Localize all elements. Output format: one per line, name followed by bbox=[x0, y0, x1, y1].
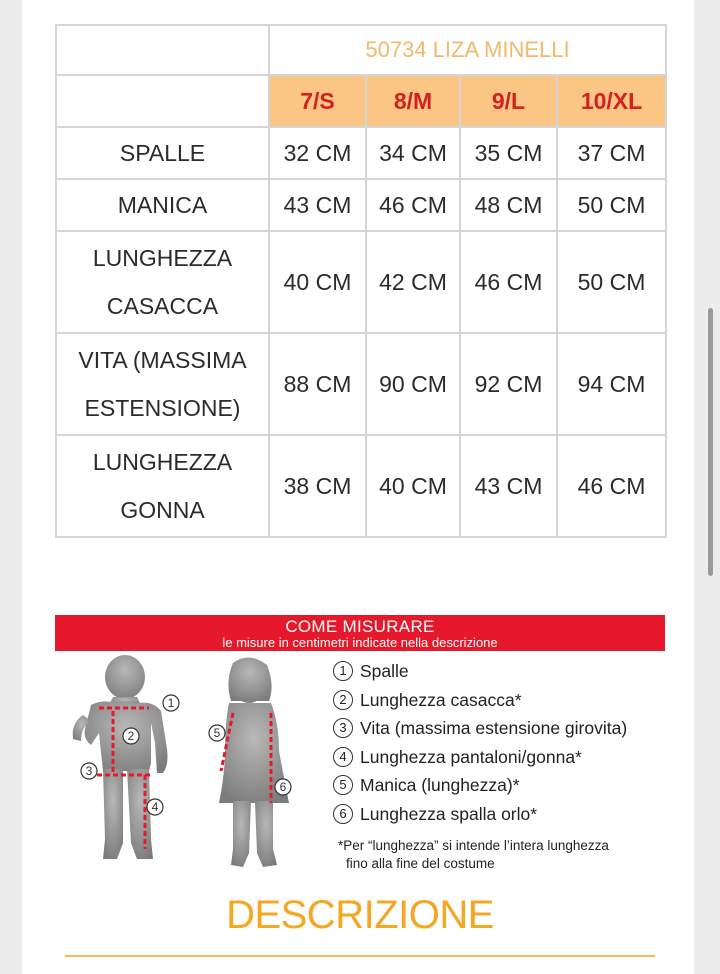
table-cell: 92 CM bbox=[460, 333, 557, 435]
svg-text:2: 2 bbox=[127, 729, 135, 743]
measure-title: COME MISURARE bbox=[285, 617, 435, 636]
legend-item: 2 Lunghezza casacca* bbox=[333, 690, 673, 719]
table-row bbox=[56, 231, 666, 333]
number-badge: 4 bbox=[333, 747, 353, 767]
svg-text:1: 1 bbox=[167, 696, 175, 710]
table-cell: 46 CM bbox=[557, 435, 666, 537]
measure-subtitle: le misure in centimetri indicate nella descrizione bbox=[222, 635, 498, 650]
number-badge: 6 bbox=[333, 804, 353, 824]
svg-text:6: 6 bbox=[279, 780, 287, 794]
measure-banner bbox=[55, 615, 665, 651]
number-badge: 1 bbox=[333, 661, 353, 681]
table-corner-cell bbox=[56, 25, 269, 75]
table-cell: 40 CM bbox=[366, 435, 460, 537]
table-cell: 90 CM bbox=[366, 333, 460, 435]
length-note: *Per “lunghezza” si intende l’intera lunghezza fino alla fine del costume bbox=[338, 838, 609, 871]
row-label: LUNGHEZZA GONNA bbox=[56, 435, 269, 537]
legend-item: 6 Lunghezza spalla orlo* bbox=[333, 804, 673, 833]
table-row bbox=[56, 435, 666, 537]
svg-text:3: 3 bbox=[85, 764, 93, 778]
row-label: SPALLE bbox=[56, 127, 269, 179]
svg-text:5: 5 bbox=[213, 726, 221, 740]
table-corner-cell bbox=[56, 75, 269, 127]
table-cell: 50 CM bbox=[557, 179, 666, 231]
size-header: 10/XL bbox=[557, 75, 666, 127]
number-badge: 2 bbox=[333, 690, 353, 710]
number-badge: 5 bbox=[333, 775, 353, 795]
row-label: MANICA bbox=[56, 179, 269, 231]
how-to-measure bbox=[55, 615, 665, 890]
table-cell: 48 CM bbox=[460, 179, 557, 231]
table-row bbox=[56, 333, 666, 435]
table-cell: 40 CM bbox=[269, 231, 366, 333]
legend-item: 3 Vita (massima estensione girovita) bbox=[333, 718, 673, 747]
table-cell: 32 CM bbox=[269, 127, 366, 179]
table-cell: 46 CM bbox=[366, 179, 460, 231]
divider bbox=[65, 955, 655, 957]
table-cell: 34 CM bbox=[366, 127, 460, 179]
table-cell: 88 CM bbox=[269, 333, 366, 435]
row-label: VITA (MASSIMA ESTENSIONE) bbox=[56, 333, 269, 435]
legend-item: 4 Lunghezza pantaloni/gonna* bbox=[333, 747, 673, 776]
table-cell: 35 CM bbox=[460, 127, 557, 179]
table-cell: 94 CM bbox=[557, 333, 666, 435]
table-cell: 37 CM bbox=[557, 127, 666, 179]
girl-figure bbox=[219, 657, 289, 867]
table-row bbox=[56, 127, 666, 179]
measuring-figures bbox=[63, 653, 343, 893]
table-cell: 43 CM bbox=[460, 435, 557, 537]
row-label: LUNGHEZZA CASACCA bbox=[56, 231, 269, 333]
table-cell: 43 CM bbox=[269, 179, 366, 231]
legend-item: 1 Spalle bbox=[333, 661, 673, 690]
svg-text:4: 4 bbox=[151, 800, 159, 814]
measure-legend bbox=[333, 661, 673, 832]
legend-item: 5 Manica (lunghezza)* bbox=[333, 775, 673, 804]
scrollbar[interactable] bbox=[708, 308, 713, 576]
size-header: 8/M bbox=[366, 75, 460, 127]
boy-figure bbox=[73, 655, 168, 859]
table-cell: 38 CM bbox=[269, 435, 366, 537]
table-cell: 46 CM bbox=[460, 231, 557, 333]
size-header: 9/L bbox=[460, 75, 557, 127]
table-row bbox=[56, 179, 666, 231]
size-header: 7/S bbox=[269, 75, 366, 127]
size-chart-table bbox=[55, 24, 667, 538]
number-badge: 3 bbox=[333, 718, 353, 738]
table-cell: 42 CM bbox=[366, 231, 460, 333]
table-cell: 50 CM bbox=[557, 231, 666, 333]
description-heading: DESCRIZIONE bbox=[226, 893, 494, 937]
product-title: 50734 LIZA MINELLI bbox=[269, 25, 666, 75]
